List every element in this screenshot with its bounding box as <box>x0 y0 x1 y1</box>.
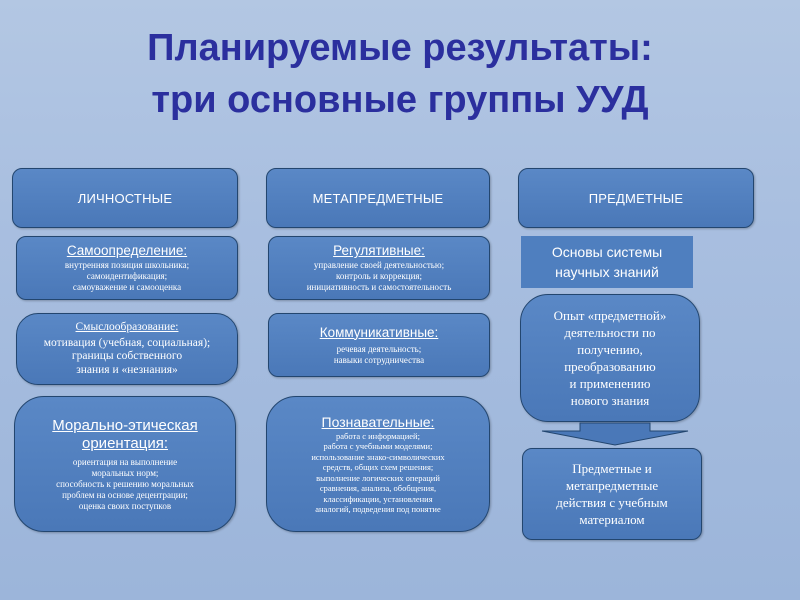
moral-orientation-heading: Морально-этическая ориентация: <box>52 416 198 452</box>
self-determination-box <box>16 236 238 300</box>
cognitive-box <box>266 396 490 532</box>
subject-actions-text: Предметные и метапредметные действия с учебным материалом <box>556 461 668 527</box>
subject-experience-box <box>520 294 700 422</box>
header-subject <box>518 168 754 228</box>
subject-experience-text: Опыт «предметной» деятельности по получению, преобразованию и применению нового знания <box>553 308 667 408</box>
regulative-heading: Регулятивные: <box>333 243 425 258</box>
science-basics-text: Основы системы научных знаний <box>551 244 663 280</box>
header-subject-label: ПРЕДМЕТНЫЕ <box>588 190 684 206</box>
moral-orientation-box <box>14 396 236 532</box>
communicative-details: речевая деятельность; навыки сотрудничества <box>333 343 425 365</box>
meaning-formation-details: мотивация (учебная, социальная); границы собственного знания и «незнания» <box>43 336 211 376</box>
moral-orientation-details: ориентация на выполнение моральных норм; способность к решению моральных проблем на основе децентрации; оценка своих поступков <box>56 456 194 511</box>
title-line-2: три основные группы УУД <box>151 79 649 121</box>
self-determination-heading: Самоопределение: <box>66 243 188 258</box>
header-meta <box>266 168 490 228</box>
cognitive-heading: Познавательные: <box>321 413 435 430</box>
meaning-formation-heading: Смыслообразование: <box>75 321 179 333</box>
header-personal-label: ЛИЧНОСТНЫЕ <box>77 190 173 206</box>
slide-title <box>0 22 800 126</box>
cognitive-details: работа с информацией; работа с учебными моделями; использование знако-символических средств, общих схем решения; выполнение логических операций сравнения, анализа, обобщения, классификации, установления аналогий, подведения под понятие <box>311 430 445 514</box>
regulative-details: управление своей деятельностью; контроль и коррекция; инициативность и самостоятельность <box>306 260 452 292</box>
meaning-formation-box <box>16 313 238 385</box>
communicative-box <box>268 313 490 377</box>
header-personal <box>12 168 238 228</box>
communicative-heading: Коммуникативные: <box>319 324 439 340</box>
regulative-box <box>268 236 490 300</box>
title-line-1: Планируемые результаты: <box>147 27 653 69</box>
subject-actions-box <box>522 448 702 540</box>
down-arrow-icon <box>540 422 690 446</box>
self-determination-details: внутренняя позиция школьника; самоидентификация; самоуважение и самооценка <box>64 260 190 292</box>
header-meta-label: МЕТАПРЕДМЕТНЫЕ <box>312 190 444 206</box>
science-basics-box <box>521 236 693 288</box>
